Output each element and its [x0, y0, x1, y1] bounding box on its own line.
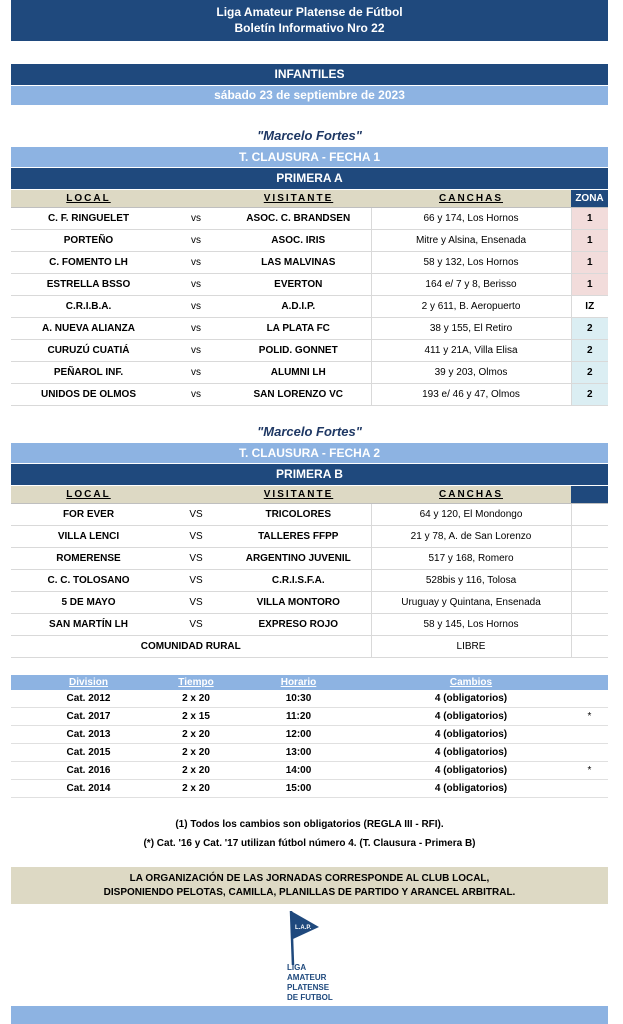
- col-horario: Horario: [226, 675, 371, 690]
- col-zona: ZONA: [571, 190, 608, 208]
- organization-line-1: LA ORGANIZACIÓN DE LAS JORNADAS CORRESPONDE AL CLUB LOCAL,: [129, 873, 490, 884]
- vs-label: vs: [166, 318, 226, 340]
- local-team: CURUZÚ CUATIÁ: [11, 340, 166, 362]
- venue: 38 y 155, El Retiro: [371, 318, 571, 340]
- note-marker: [571, 744, 608, 762]
- match-row: [11, 548, 608, 570]
- division-name: Cat. 2016: [11, 762, 166, 780]
- vs-label: VS: [166, 592, 226, 614]
- tournament-title-a: T. CLAUSURA - FECHA 1: [11, 147, 608, 167]
- match-duration: 2 x 20: [166, 726, 226, 744]
- visiting-team: LA PLATA FC: [226, 318, 371, 340]
- division-name: Cat. 2012: [11, 690, 166, 708]
- division-name: Cat. 2017: [11, 708, 166, 726]
- visiting-team: SAN LORENZO VC: [226, 384, 371, 406]
- zone-badge: 1: [571, 274, 608, 296]
- logo-flag-text: L.A.P.: [295, 925, 312, 931]
- division-name: Cat. 2013: [11, 726, 166, 744]
- visiting-team: TALLERES FFPP: [226, 526, 371, 548]
- match-row: [11, 274, 608, 296]
- division-title-b: PRIMERA B: [11, 464, 608, 485]
- col-tiempo: Tiempo: [166, 675, 226, 690]
- local-team: A. NUEVA ALIANZA: [11, 318, 166, 340]
- visiting-team: ASOC. IRIS: [226, 230, 371, 252]
- note-marker: *: [571, 762, 608, 780]
- match-row: [11, 614, 608, 636]
- vs-label: vs: [166, 362, 226, 384]
- col-canchas: CANCHAS: [371, 486, 571, 504]
- vs-label: VS: [166, 526, 226, 548]
- zone-badge: 1: [571, 252, 608, 274]
- organization-line-2: DISPONIENDO PELOTAS, CAMILLA, PLANILLAS DE PARTIDO Y ARANCEL ARBITRAL.: [103, 887, 516, 898]
- match-row: [11, 362, 608, 384]
- schedule-row: [11, 726, 608, 744]
- bulletin-header: [11, 0, 608, 41]
- primera-a-table: [11, 190, 608, 406]
- note-marker: [571, 690, 608, 708]
- col-cambios: Cambios: [371, 675, 571, 690]
- col-visitante: VISITANTE: [226, 486, 371, 504]
- kickoff-time: 11:20: [226, 708, 371, 726]
- empty-cell: [571, 570, 608, 592]
- visiting-team: POLID. GONNET: [226, 340, 371, 362]
- category-title: INFANTILES: [11, 64, 608, 85]
- substitutions: 4 (obligatorios): [371, 726, 571, 744]
- col-local: LOCAL: [11, 486, 166, 504]
- kickoff-time: 14:00: [226, 762, 371, 780]
- empty-cell: [571, 614, 608, 636]
- match-duration: 2 x 20: [166, 744, 226, 762]
- division-name: Cat. 2014: [11, 780, 166, 798]
- venue: 164 e/ 7 y 8, Berisso: [371, 274, 571, 296]
- visiting-team: LAS MALVINAS: [226, 252, 371, 274]
- match-duration: 2 x 15: [166, 708, 226, 726]
- primera-b-table: [11, 486, 608, 658]
- visiting-team: C.R.I.S.F.A.: [226, 570, 371, 592]
- col-visitante: VISITANTE: [226, 190, 371, 208]
- venue: 39 y 203, Olmos: [371, 362, 571, 384]
- note-2: (*) Cat. '16 y Cat. '17 utilizan fútbol número 4. (T. Clausura - Primera B): [143, 838, 476, 849]
- match-row: [11, 208, 608, 230]
- table-header: [11, 190, 608, 208]
- note-marker: [571, 780, 608, 798]
- empty-cell: [571, 504, 608, 526]
- substitutions: 4 (obligatorios): [371, 762, 571, 780]
- substitutions: 4 (obligatorios): [371, 744, 571, 762]
- venue: 193 e/ 46 y 47, Olmos: [371, 384, 571, 406]
- visiting-team: ASOC. C. BRANDSEN: [226, 208, 371, 230]
- free-team-row: [11, 636, 608, 658]
- free-team: COMUNIDAD RURAL: [11, 636, 371, 658]
- venue: 2 y 611, B. Aeropuerto: [371, 296, 571, 318]
- tournament-title-b: T. CLAUSURA - FECHA 2: [11, 443, 608, 463]
- organization-note: [11, 867, 608, 904]
- col-canchas: CANCHAS: [371, 190, 571, 208]
- visiting-team: EXPRESO ROJO: [226, 614, 371, 636]
- col-local: LOCAL: [11, 190, 166, 208]
- venue: 517 y 168, Romero: [371, 548, 571, 570]
- venue: 528bis y 116, Tolosa: [371, 570, 571, 592]
- zone-badge: 1: [571, 208, 608, 230]
- match-row: [11, 296, 608, 318]
- empty-cell: [571, 526, 608, 548]
- visiting-team: VILLA MONTORO: [226, 592, 371, 614]
- visiting-team: A.D.I.P.: [226, 296, 371, 318]
- vs-label: vs: [166, 340, 226, 362]
- bulletin-number: Boletín Informativo Nro 22: [234, 21, 385, 35]
- schedule-header: [11, 675, 608, 690]
- local-team: ESTRELLA BSSO: [11, 274, 166, 296]
- local-team: 5 DE MAYO: [11, 592, 166, 614]
- match-row: [11, 230, 608, 252]
- venue: 64 y 120, El Mondongo: [371, 504, 571, 526]
- substitutions: 4 (obligatorios): [371, 690, 571, 708]
- match-row: [11, 252, 608, 274]
- match-row: [11, 504, 608, 526]
- schedule-row: [11, 744, 608, 762]
- substitutions: 4 (obligatorios): [371, 708, 571, 726]
- match-row: [11, 340, 608, 362]
- kickoff-time: 10:30: [226, 690, 371, 708]
- schedule-row: [11, 762, 608, 780]
- match-row: [11, 526, 608, 548]
- vs-label: vs: [166, 208, 226, 230]
- schedule-table: [11, 675, 608, 798]
- zone-badge: IZ: [571, 296, 608, 318]
- note-marker: *: [571, 708, 608, 726]
- local-team: SAN MARTÍN LH: [11, 614, 166, 636]
- local-team: PORTEÑO: [11, 230, 166, 252]
- vs-label: vs: [166, 230, 226, 252]
- venue: 411 y 21A, Villa Elisa: [371, 340, 571, 362]
- vs-label: VS: [166, 504, 226, 526]
- note-marker: [571, 726, 608, 744]
- match-duration: 2 x 20: [166, 762, 226, 780]
- local-team: C.R.I.B.A.: [11, 296, 166, 318]
- division-title-a: PRIMERA A: [11, 168, 608, 189]
- empty-cell: [571, 548, 608, 570]
- local-team: C. FOMENTO LH: [11, 252, 166, 274]
- visiting-team: EVERTON: [226, 274, 371, 296]
- trophy-name-b: "Marcelo Fortes": [257, 424, 362, 439]
- league-name: Liga Amateur Platense de Fútbol: [216, 5, 403, 19]
- division-name: Cat. 2015: [11, 744, 166, 762]
- schedule-row: [11, 708, 608, 726]
- zone-badge: 2: [571, 384, 608, 406]
- venue: Mitre y Alsina, Ensenada: [371, 230, 571, 252]
- footer-band: [11, 1006, 608, 1024]
- match-row: [11, 384, 608, 406]
- schedule-row: [11, 780, 608, 798]
- vs-label: vs: [166, 274, 226, 296]
- trophy-name-a: "Marcelo Fortes": [257, 128, 362, 143]
- vs-label: vs: [166, 384, 226, 406]
- match-row: [11, 570, 608, 592]
- kickoff-time: 15:00: [226, 780, 371, 798]
- match-duration: 2 x 20: [166, 780, 226, 798]
- logo-text: LIGA AMATEUR PLATENSE DE FUTBOL: [287, 963, 333, 1002]
- local-team: C. F. RINGUELET: [11, 208, 166, 230]
- vs-label: vs: [166, 296, 226, 318]
- venue: Uruguay y Quintana, Ensenada: [371, 592, 571, 614]
- zone-badge: 2: [571, 340, 608, 362]
- venue: 21 y 78, A. de San Lorenzo: [371, 526, 571, 548]
- local-team: FOR EVER: [11, 504, 166, 526]
- note-1: (1) Todos los cambios son obligatorios (REGLA III - RFI).: [175, 819, 444, 830]
- local-team: ROMERENSE: [11, 548, 166, 570]
- venue: 66 y 174, Los Hornos: [371, 208, 571, 230]
- local-team: C. C. TOLOSANO: [11, 570, 166, 592]
- empty-cell: [571, 592, 608, 614]
- local-team: VILLA LENCI: [11, 526, 166, 548]
- schedule-row: [11, 690, 608, 708]
- match-duration: 2 x 20: [166, 690, 226, 708]
- local-team: UNIDOS DE OLMOS: [11, 384, 166, 406]
- venue: 58 y 145, Los Hornos: [371, 614, 571, 636]
- zone-badge: 2: [571, 318, 608, 340]
- visiting-team: TRICOLORES: [226, 504, 371, 526]
- visiting-team: ALUMNI LH: [226, 362, 371, 384]
- table-header: [11, 486, 608, 504]
- zone-badge: 2: [571, 362, 608, 384]
- col-division: Division: [11, 675, 166, 690]
- free-status: LIBRE: [371, 636, 571, 658]
- zone-badge: 1: [571, 230, 608, 252]
- substitutions: 4 (obligatorios): [371, 780, 571, 798]
- match-row: [11, 592, 608, 614]
- kickoff-time: 12:00: [226, 726, 371, 744]
- venue: 58 y 132, Los Hornos: [371, 252, 571, 274]
- vs-label: vs: [166, 252, 226, 274]
- match-date: sábado 23 de septiembre de 2023: [11, 86, 608, 105]
- kickoff-time: 13:00: [226, 744, 371, 762]
- vs-label: VS: [166, 548, 226, 570]
- visiting-team: ARGENTINO JUVENIL: [226, 548, 371, 570]
- match-row: [11, 318, 608, 340]
- vs-label: VS: [166, 570, 226, 592]
- local-team: PEÑAROL INF.: [11, 362, 166, 384]
- vs-label: VS: [166, 614, 226, 636]
